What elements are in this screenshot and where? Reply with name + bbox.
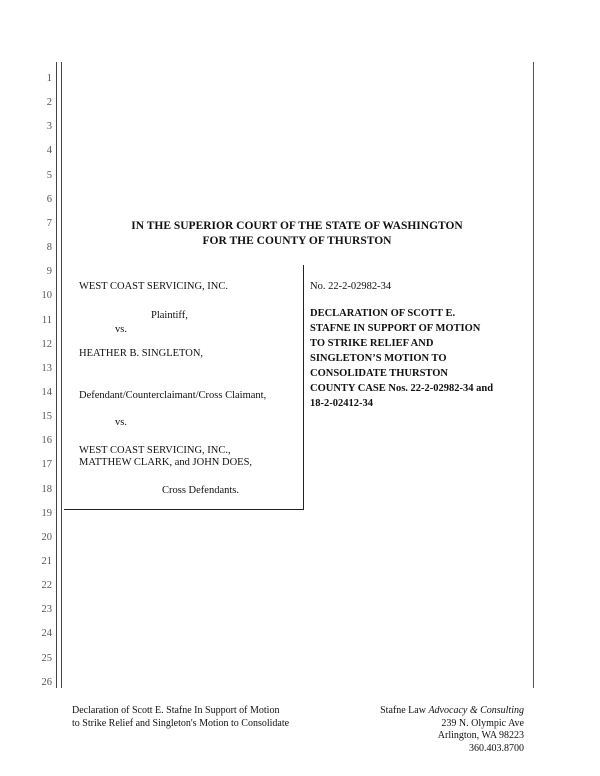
versus-label-2: vs. (115, 417, 127, 428)
line-number: 26 (41, 676, 52, 688)
line-number: 16 (41, 435, 52, 447)
line-number: 10 (41, 290, 52, 302)
line-number: 15 (41, 411, 52, 423)
line-number: 20 (41, 531, 52, 543)
line-number: 25 (41, 652, 52, 664)
firm-phone: 360.403.8700 (469, 742, 524, 754)
title-line: COUNTY CASE Nos. 22-2-02982-34 and (310, 383, 494, 394)
document-title (310, 306, 520, 411)
line-number: 12 (41, 338, 52, 350)
right-margin-rule (533, 62, 534, 688)
line-number: 13 (41, 362, 52, 374)
line-number: 7 (46, 217, 52, 229)
firm-address-line1: 239 N. Olympic Ave (441, 717, 524, 729)
line-number: 19 (41, 507, 52, 519)
left-margin-rule-inner (61, 62, 62, 688)
line-number: 11 (41, 314, 52, 326)
line-number: 22 (41, 580, 52, 592)
line-number: 23 (41, 604, 52, 616)
line-number: 3 (46, 121, 52, 133)
cross-defendant-role: Cross Defendants. (162, 485, 239, 496)
caption-vertical-divider (303, 265, 304, 510)
defendant-role: Defendant/Counterclaimant/Cross Claimant, (79, 390, 267, 401)
line-number: 24 (41, 628, 52, 640)
versus-label: vs. (115, 324, 127, 335)
firm-name: Stafne Law (380, 705, 426, 716)
left-margin-rule-outer (56, 62, 57, 688)
line-number: 17 (41, 459, 52, 471)
firm-name-line (380, 705, 524, 718)
line-number: 9 (46, 266, 52, 278)
line-number: 18 (41, 483, 52, 495)
cross-defendant-line1: WEST COAST SERVICING, INC., (79, 445, 231, 456)
plaintiff-role: Plaintiff, (151, 310, 188, 321)
defendant-name: HEATHER B. SINGLETON, (79, 348, 204, 359)
firm-address-line2: Arlington, WA 98223 (437, 730, 524, 741)
firm-tagline: Advocacy & Consulting (428, 705, 524, 716)
footer-title-line1: Declaration of Scott E. Stafne In Support of Motion (72, 705, 280, 716)
title-line: DECLARATION OF SCOTT E. (310, 308, 456, 319)
title-line: CONSOLIDATE THURSTON (310, 368, 448, 379)
line-number: 21 (41, 556, 52, 567)
line-number: 2 (46, 97, 52, 109)
line-number: 4 (46, 145, 52, 157)
court-heading-line1: IN THE SUPERIOR COURT OF THE STATE OF WASHINGTON (131, 220, 463, 232)
footer-document-title (72, 705, 289, 730)
title-line: TO STRIKE RELIEF AND (310, 338, 434, 349)
line-number: 14 (41, 386, 52, 398)
footer-title-line2: to Strike Relief and Singleton's Motion to Consolidate (72, 717, 290, 729)
title-line: 18-2-02412-34 (310, 398, 373, 409)
plaintiff-name: WEST COAST SERVICING, INC. (79, 281, 228, 292)
footer-firm-block (380, 705, 524, 755)
line-number: 5 (46, 169, 52, 181)
title-line: STAFNE IN SUPPORT OF MOTION (310, 323, 481, 334)
case-number: No. 22-2-02982-34 (310, 281, 392, 292)
court-heading-line2: FOR THE COUNTY OF THURSTON (202, 235, 392, 247)
line-number: 6 (46, 193, 52, 205)
cross-defendant-line2: MATTHEW CLARK, and JOHN DOES, (79, 457, 253, 468)
line-number: 8 (46, 242, 52, 254)
title-line: SINGLETON’S MOTION TO (310, 353, 447, 364)
caption-bottom-rule (64, 509, 304, 510)
line-number: 1 (46, 73, 52, 84)
